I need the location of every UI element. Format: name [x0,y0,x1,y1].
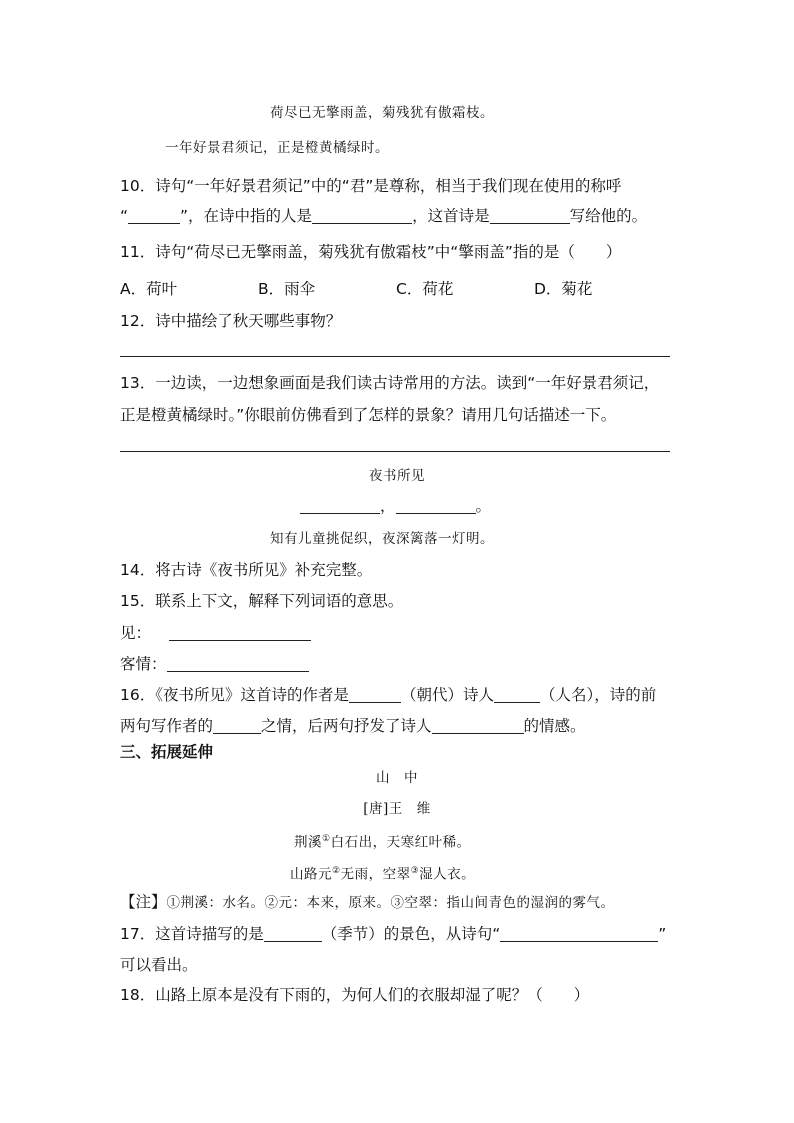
q16-blank-feeling[interactable] [213,717,261,734]
poem2-title: 夜书所见 [369,468,425,484]
question-15: 15．联系上下文，解释下列词语的意思。 [120,592,404,610]
q16-p1: 16．《夜书所见》这首诗的作者是 [120,686,349,704]
q16-blank-emotion[interactable] [432,717,524,734]
question-18: 18．山路上原本是没有下雨的，为何人们的衣服却湿了呢？（ ） [120,986,590,1004]
poem2-comma: ， [380,497,396,515]
question-16-line2 [120,716,586,736]
poem3-line2-b: 无雨，空翠 [340,866,411,883]
poem3-line2-c: 湿人衣。 [419,866,476,883]
question-13-line1: 13．一边读，一边想象画面是我们读古诗常用的方法。读到“一年好景君须记， [120,374,660,392]
q15-word2-label: 客情： [120,655,167,673]
q11-option-b[interactable]: B．雨伞 [258,280,316,298]
q17-p1: 17．这首诗描写的是 [120,925,264,943]
question-14: 14．将古诗《夜书所见》补充完整。 [120,561,373,579]
q15-word2-row [120,654,309,674]
question-17-line2: 可以看出。 [120,956,198,974]
q10-after: ，这首诗是 [412,207,490,225]
q10-open-quote: “ [120,207,129,225]
q16-blank-dynasty[interactable] [349,686,401,703]
poem3-title: 山 中 [376,770,418,786]
question-10-line1: 10．诗句“一年好景君须记”中的“君”是尊称，相当于我们现在使用的称呼 [120,177,622,195]
note-label: 【注】 [120,893,167,911]
question-16-line1 [120,685,656,705]
poem3-line1-b: 白石出，天寒红叶稀。 [330,834,471,851]
q12-answer-line[interactable] [120,356,670,357]
question-11: 11．诗句“荷尽已无擎雨盖，菊残犹有傲霜枝”中“擎雨盖”指的是（ ） [120,243,622,261]
q11-option-a[interactable]: A．荷叶 [120,280,178,298]
poem3-note-mark-1: ① [322,834,331,844]
q10-blank-person[interactable] [312,207,412,224]
question-12: 12．诗中描绘了秋天哪些事物？ [120,312,342,330]
q16-p6: 的情感。 [523,717,586,735]
poem2-blank-2[interactable] [396,497,476,514]
q16-p5: 之情，后两句抒发了诗人 [261,717,432,735]
q17-p2: （季节）的景色，从诗句“ [321,925,501,943]
poem3-note-mark-3: ③ [410,866,420,876]
q15-word1-label: 见： [120,624,152,642]
section-3-title: 三、拓展延伸 [120,743,214,761]
q11-option-c[interactable]: C．荷花 [396,280,454,298]
question-17-line1 [120,924,666,944]
q17-blank-season[interactable] [264,925,322,942]
q11-option-d[interactable]: D．菊花 [534,280,593,298]
poem2-blank-1[interactable] [300,497,380,514]
question-13-line2: 正是橙黄橘绿时。”你眼前仿佛看到了怎样的景象？请用几句话描述一下。 [120,406,617,424]
poem2-blank-line [300,496,491,516]
q10-blank-title[interactable] [128,207,180,224]
poem3-line2 [290,861,475,885]
poem3-note-mark-2: ② [332,866,341,876]
q15-word2-blank[interactable] [167,655,309,672]
q16-blank-poet[interactable] [494,686,540,703]
q15-word1-blank[interactable] [169,624,311,641]
q17-blank-verse[interactable] [500,925,658,942]
poem2-period: 。 [475,497,492,515]
poem3-line1-a: 荆溪 [294,834,322,851]
q10-tail: 写给他的。 [569,207,648,225]
poem2-line2: 知有儿童挑促织，夜深篱落一灯明。 [270,531,494,547]
poem1-line2: 一年好景君须记，正是橙黄橘绿时。 [165,140,389,156]
q15-word1-row [120,623,311,643]
q13-answer-line[interactable] [120,451,670,452]
poem3-line2-a: 山路元 [290,866,332,883]
q17-p3: ” [658,925,667,943]
q16-p4: 两句写作者的 [120,717,214,735]
q10-blank-poet[interactable] [490,207,570,224]
poem3-note [120,892,615,913]
q16-p3: （人名），诗的前 [540,686,657,704]
q10-mid: ”，在诗中指的人是 [180,207,313,225]
q16-p2: （朝代）诗人 [400,686,494,704]
poem3-line1 [294,829,471,853]
note-text: ①荆溪：水名。②元：本来，原来。③空翠：指山间青色的湿润的雾气。 [166,895,615,911]
question-10-line2 [120,206,647,226]
poem1-line1: 荷尽已无擎雨盖，菊残犹有傲霜枝。 [270,105,494,121]
poem3-author: [唐]王 维 [363,801,431,817]
